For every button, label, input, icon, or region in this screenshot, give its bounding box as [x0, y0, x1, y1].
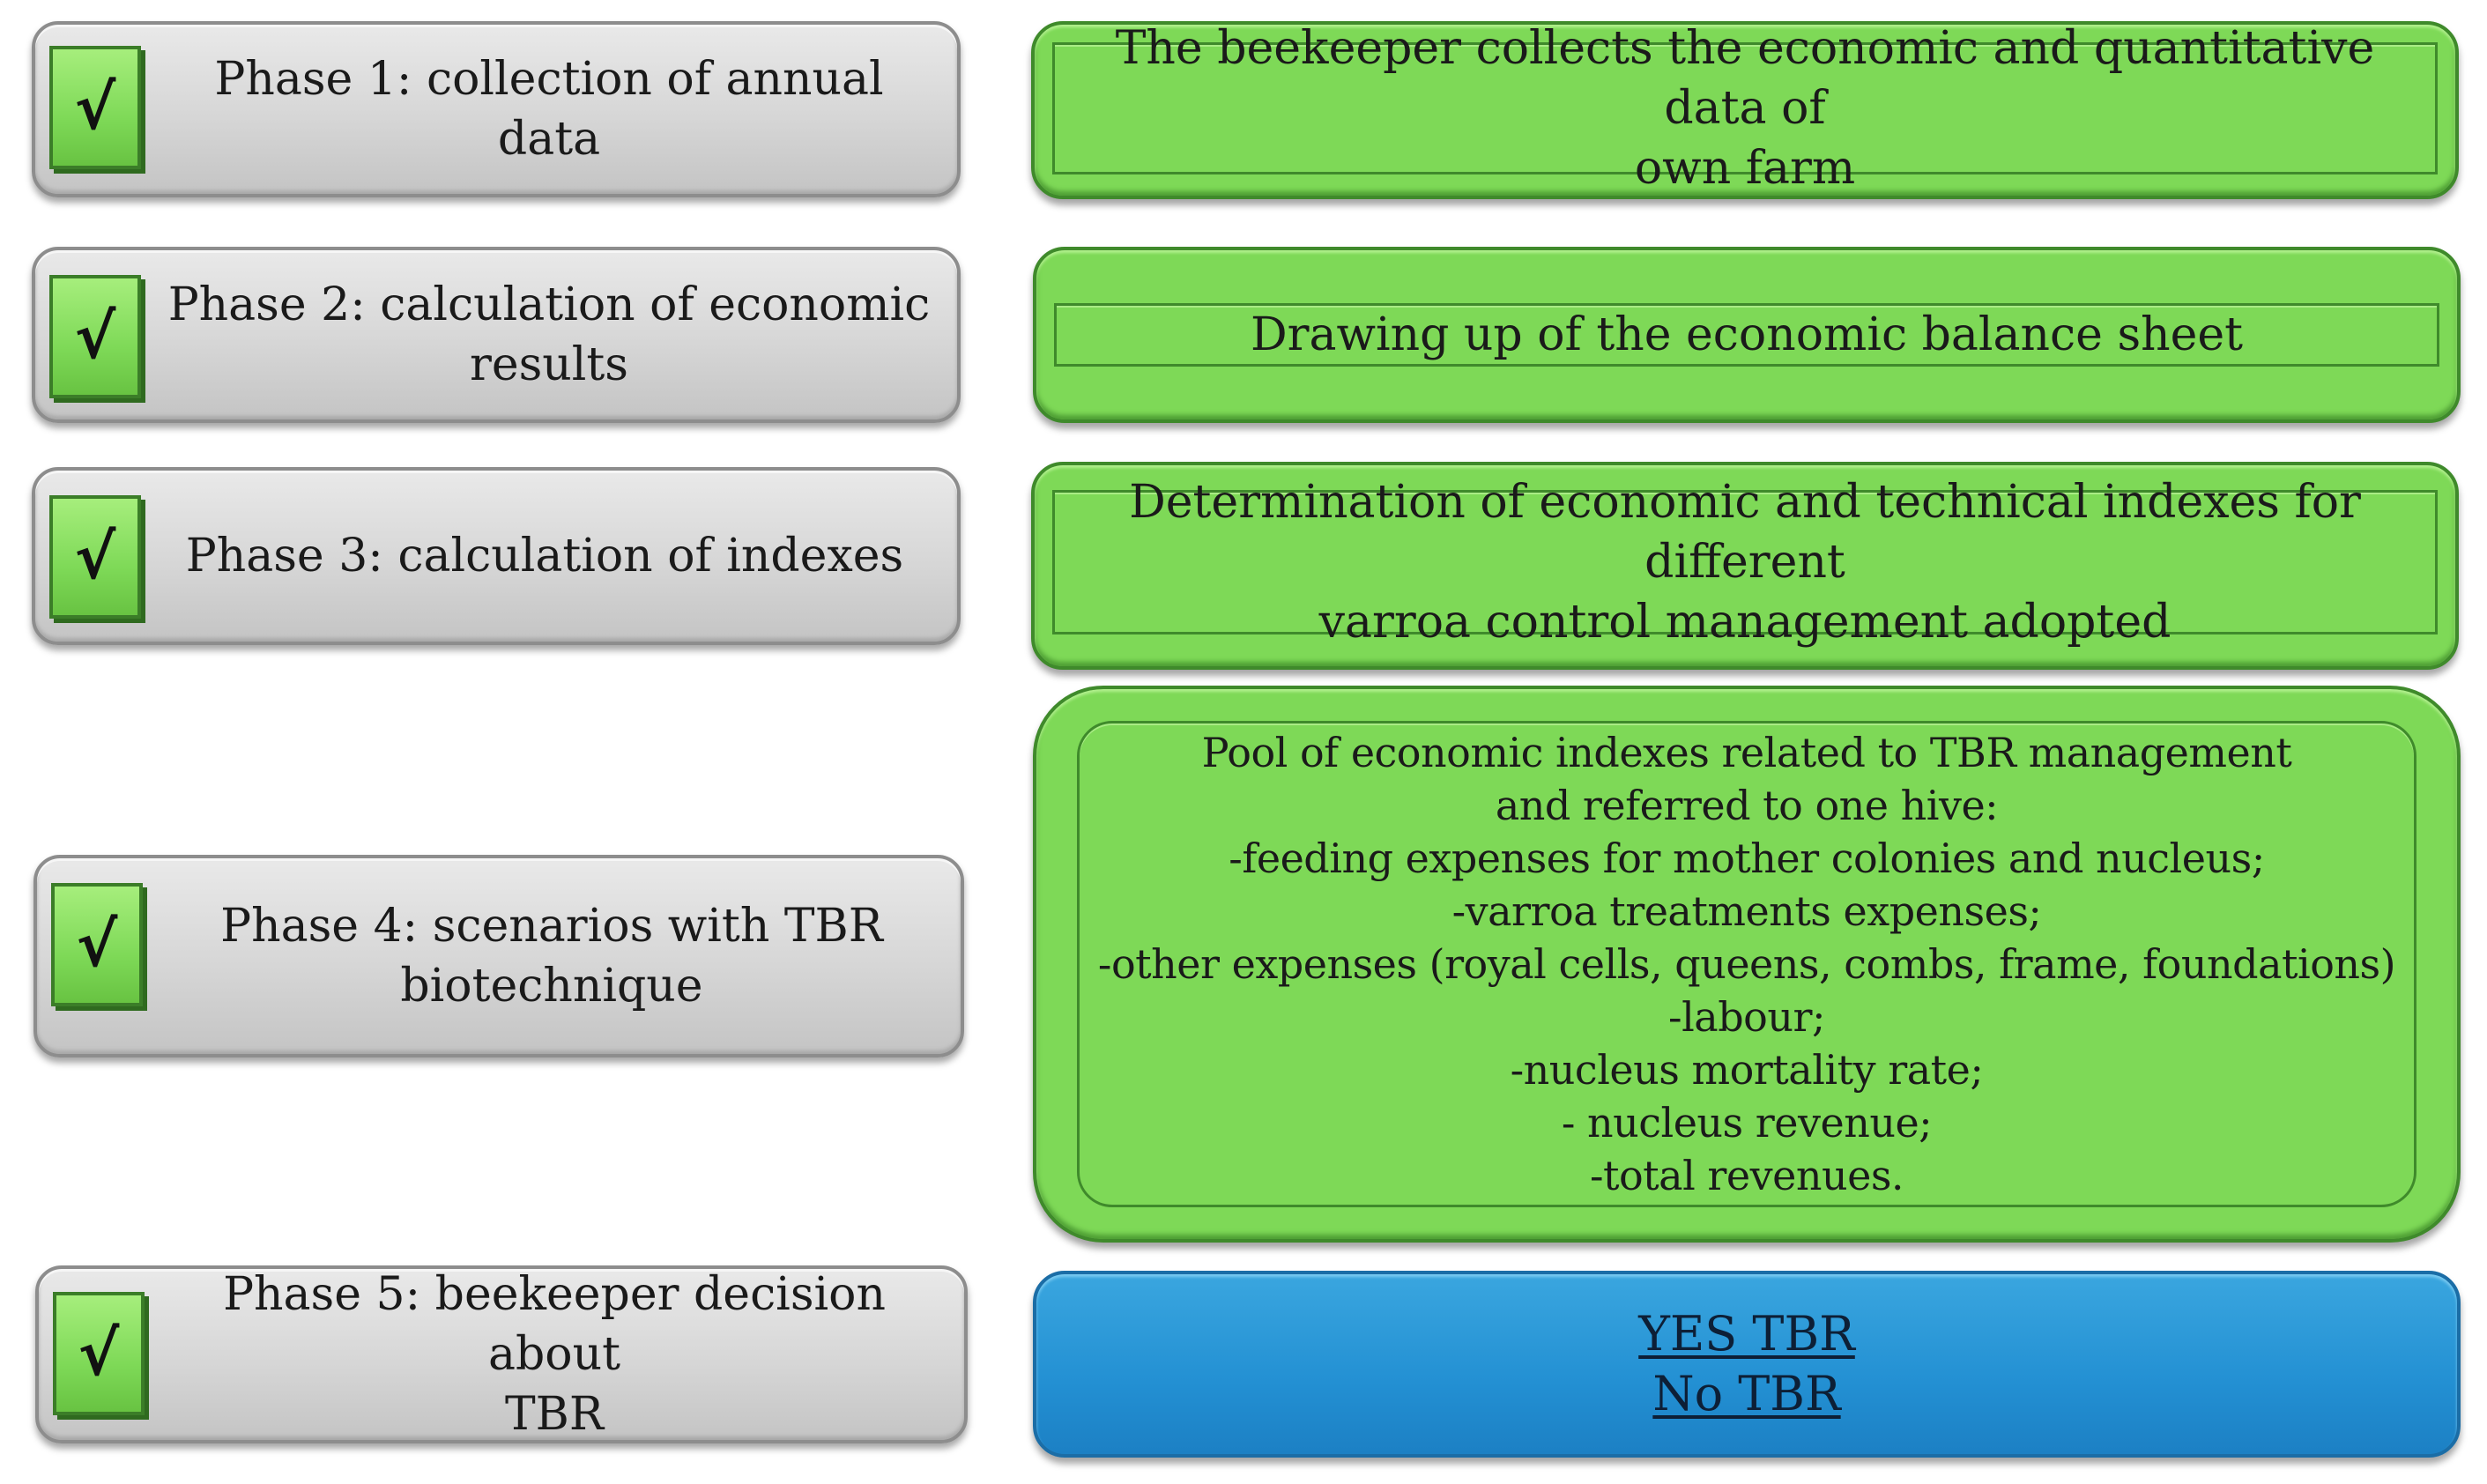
- detail-1-text: The beekeeper collects the economic and quantitative data of own farm: [1052, 42, 2438, 174]
- phase-2-box: [32, 247, 961, 423]
- index-list-item: -feeding expenses for mother colonies and nucleus;: [1229, 835, 2265, 882]
- phase-1-box: [32, 21, 961, 197]
- decision-yes-tbr[interactable]: YES TBR: [1638, 1306, 1855, 1362]
- index-list-item: -varroa treatments expenses;: [1451, 887, 2042, 935]
- index-list-item: -labour;: [1668, 993, 1825, 1041]
- phase-4-box: [33, 855, 964, 1057]
- phase-3-box: [32, 467, 961, 645]
- phase-4-label: Phase 4: scenarios with TBR biotechnique: [220, 900, 883, 1013]
- check-mark-icon: √: [49, 495, 141, 619]
- detail-4-content: [1077, 721, 2416, 1207]
- index-list-item: -total revenues.: [1589, 1152, 1904, 1199]
- phase-2-label: Phase 2: calculation of economic results: [167, 278, 931, 391]
- phase-1-label: Phase 1: collection of annual data: [214, 53, 884, 166]
- index-list-item: -other expenses (royal cells, queens, combs, frame, foundations): [1097, 940, 2396, 988]
- index-list-item: -nucleus mortality rate;: [1510, 1046, 1984, 1094]
- phase-3-label: Phase 3: calculation of indexes: [185, 530, 904, 582]
- index-list-heading: Pool of economic indexes related to TBR management: [1201, 729, 2292, 776]
- detail-4-box: [1033, 686, 2461, 1243]
- detail-1-box: [1031, 21, 2459, 199]
- detail-3-box: [1031, 462, 2459, 670]
- index-list-subheading: and referred to one hive:: [1495, 782, 1999, 829]
- phase-5-label: Phase 5: beekeeper decision about TBR: [223, 1268, 886, 1441]
- detail-2-box: [1033, 247, 2461, 423]
- detail-3-text: Determination of economic and technical indexes for different varroa control management adopted: [1052, 490, 2438, 634]
- phase-5-box: [35, 1265, 968, 1443]
- check-mark-icon: √: [49, 275, 141, 398]
- check-mark-icon: √: [53, 1292, 145, 1415]
- decision-no-tbr[interactable]: No TBR: [1652, 1366, 1841, 1421]
- decision-box: [1033, 1271, 2461, 1458]
- check-mark-icon: √: [51, 883, 143, 1006]
- check-mark-icon: √: [49, 46, 141, 169]
- index-list-item: - nucleus revenue;: [1561, 1099, 1933, 1146]
- detail-2-text: Drawing up of the economic balance sheet: [1054, 303, 2439, 367]
